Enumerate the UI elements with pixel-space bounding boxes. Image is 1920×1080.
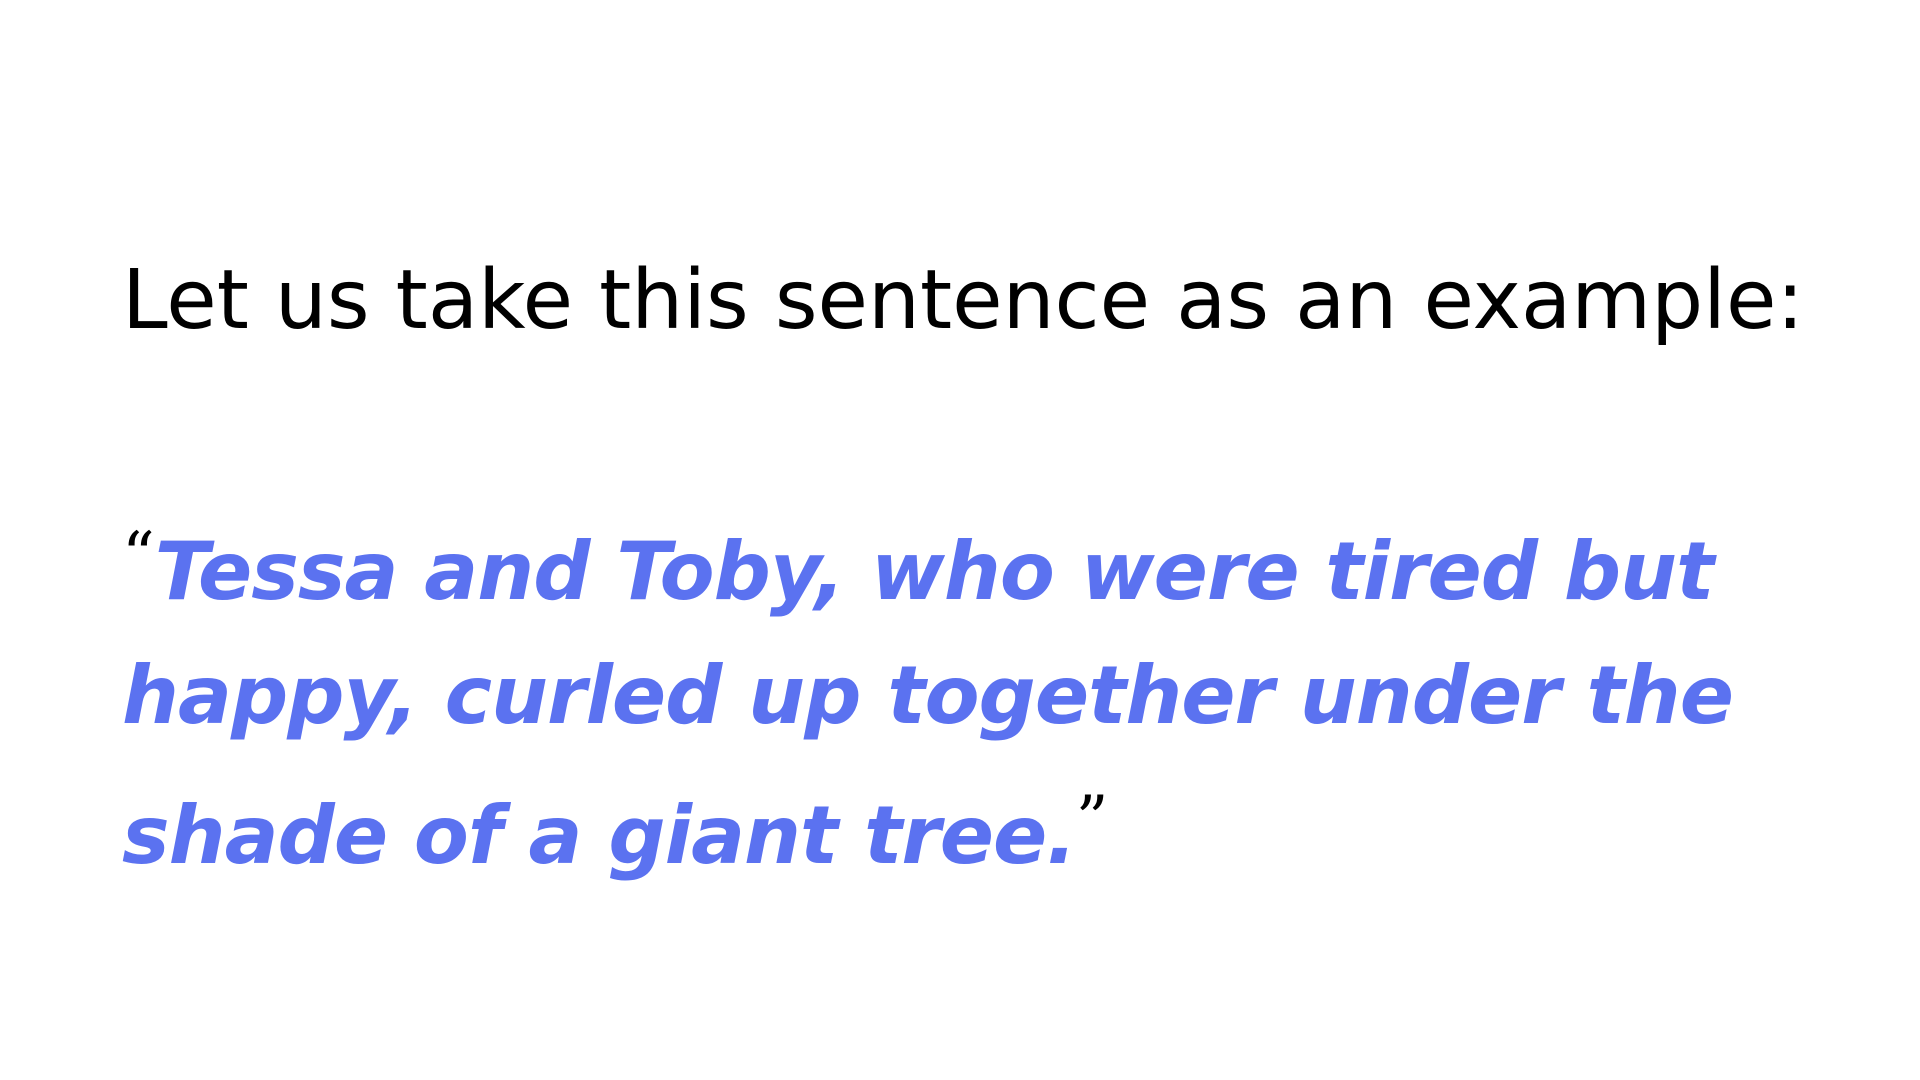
quote-text-line-2: happy, curled up together under the [122,649,1734,742]
intro-text: Let us take this sentence as an example: [122,253,1805,348]
example-quote [122,494,1822,898]
close-quote-mark: ” [1075,783,1109,857]
quote-line-3 [122,758,1822,898]
quote-line-2 [122,634,1822,758]
open-quote-mark: “ [122,519,155,593]
quote-text-line-3: shade of a giant tree. [122,789,1076,882]
quote-text-line-1: Tessa and Toby, who were tired but [154,525,1714,618]
quote-line-1 [122,494,1822,634]
